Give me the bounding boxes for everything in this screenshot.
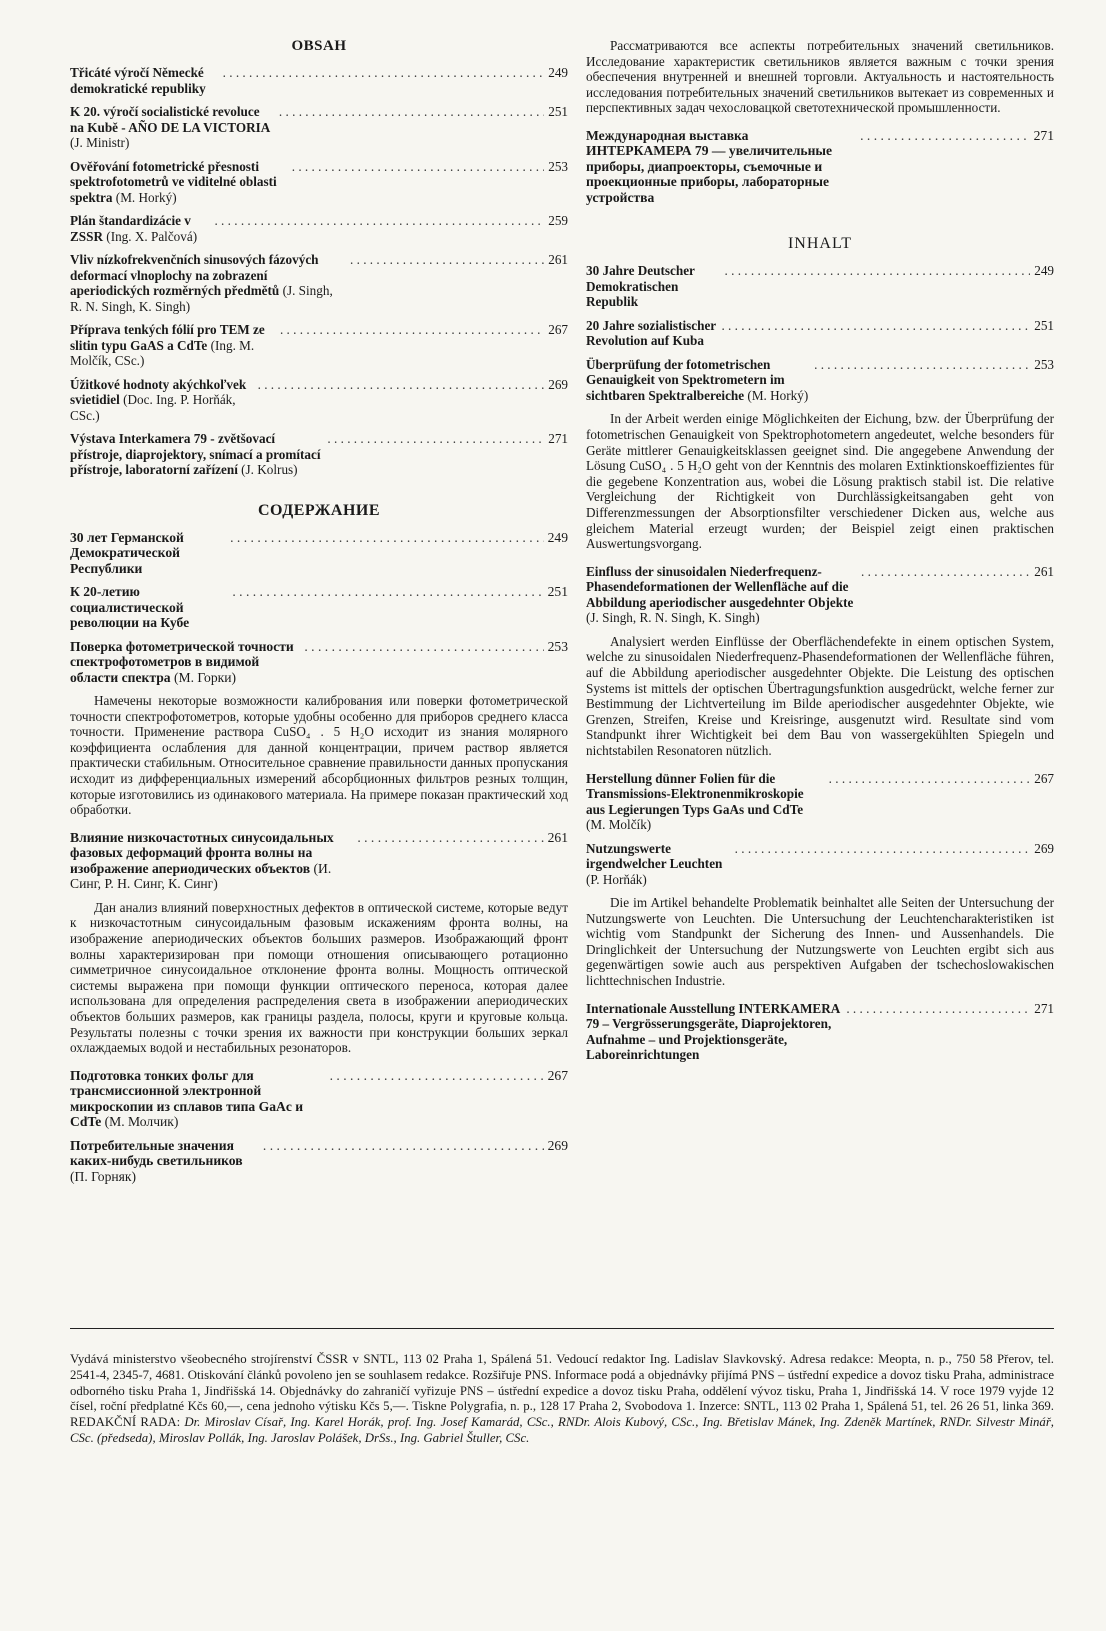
page-number: 261: [548, 252, 568, 267]
entry-title: Международная выставка ИНТЕРКАМЕРА 79 — увеличительные приборы, диапроекторы, съемочные и проекционные приборы, лабораторные устройства: [586, 127, 833, 205]
left-column: [70, 38, 568, 1192]
page-number: 269: [548, 376, 568, 392]
entry-title: 30 Jahre Deutscher Demokratischen Republik: [586, 263, 695, 310]
page-number: 271: [548, 431, 568, 446]
entry-author: (J. Ministr): [70, 135, 130, 150]
leader-dots: [725, 263, 1031, 279]
entry-author: (И. Синг, Р. Н. Синг, К. Синг): [70, 860, 332, 892]
toc-entry: [70, 159, 568, 206]
entry-title: Výstava Interkamera 79 - zvětšovací přístroje, diaprojektory, snímací a promítací přístroje, laboratorní zařízení: [70, 431, 321, 477]
leader-dots: [829, 771, 1031, 787]
page-number: 261: [547, 829, 568, 845]
imprint: [70, 1352, 1054, 1447]
entry-author: (J. Singh, R. N. Singh, K. Singh): [70, 283, 333, 314]
toc-entry: [70, 1138, 568, 1185]
page-number: 261: [1034, 563, 1054, 579]
leader-dots: [258, 377, 545, 393]
soderzhanie-heading: СОДЕРЖАНИЕ: [257, 501, 381, 519]
entry-author: (J. Singh, R. N. Singh, K. Singh): [586, 610, 760, 626]
page-number: 249: [548, 65, 568, 80]
leader-dots: [223, 65, 545, 81]
entry-author: (J. Kolrus): [241, 462, 298, 477]
entry-title: Влияние низкочастотных синусоидальных фазовых деформаций фронта волны на изображение апериодических объектов: [70, 829, 334, 876]
toc-entry: [70, 584, 568, 631]
entry-author: (Ing. M. Molčík, CSc.): [70, 337, 255, 368]
leader-dots: [292, 159, 544, 175]
leader-dots: [263, 1138, 544, 1154]
entry-title: Поверка фотометрической точности спектрофотометров в видимой области спектра: [70, 638, 294, 685]
page-number: 249: [547, 529, 568, 545]
entry-title: Ověřování fotometrické přesnosti spektrofotometrů ve viditelné oblasti spektra: [70, 158, 277, 205]
entry-author: (P. Horňák): [586, 871, 647, 887]
entry-title: Třicáté výročí Německé demokratické republiky: [70, 65, 206, 96]
toc-entry: [70, 431, 568, 478]
leader-dots: [814, 357, 1030, 373]
page-number: 251: [548, 104, 568, 119]
entry-abstract: Die im Artikel behandelte Problematik beinhaltet alle Seiten der Untersuchung der Nutzungswerte von Leuchten. Die Untersuchung der Leuchtencharakteristiken ist wichtig vom Standpunkt der Sicherung des Innen- und Aussenhandels. Die Dringlichkeit der Untersuchung der Nutzungswerte von Leuchten ergibt sich aus gegenwärtigen sowie auch aus perspektiven Aufgaben der tschechoslowakischen lichttechnischen Industrie.: [586, 895, 1054, 989]
toc-entry: [586, 357, 1054, 404]
page-number: 253: [1034, 356, 1054, 372]
toc-entry: [70, 530, 568, 577]
german-toc: [586, 263, 1054, 1062]
page-number: 271: [1034, 1000, 1054, 1016]
russian-toc: [70, 530, 568, 1185]
leader-dots: [232, 584, 543, 600]
toc-entry: [70, 322, 568, 369]
entry-author: (М. Горки): [173, 669, 237, 685]
entry-title: 30 лет Германской Демократической Республики: [70, 529, 184, 576]
entry-title: K 20. výročí socialistické revoluce na Kubě - AÑO DE LA VICTORIA: [70, 104, 271, 135]
page-number: 253: [547, 638, 568, 654]
entry-title: Herstellung dünner Folien für die Transmissions-Elektronenmikroskopie aus Legierungen Typs GaAs und CdTe: [586, 770, 804, 817]
entry-title: Úžitkové hodnoty akýchkoľvek svietidiel: [70, 376, 247, 407]
toc-entry: [70, 213, 568, 244]
leader-dots: [279, 104, 544, 120]
page-number: 267: [548, 322, 568, 337]
leader-dots: [860, 128, 1029, 144]
toc-entry: [70, 830, 568, 892]
entry-title: Vliv nízkofrekvenčních sinusových fázových deformací vlnoplochy na zobrazení aperiodických rozměrných předmětů: [70, 252, 319, 298]
toc-entry: [70, 639, 568, 686]
toc-entry: [70, 252, 568, 314]
page-number: 271: [1033, 127, 1054, 143]
toc-entry: [70, 65, 568, 96]
entry-author: (Doc. Ing. P. Horňák, CSc.): [70, 392, 236, 423]
leader-dots: [846, 1001, 1030, 1017]
editorial-board-members: Dr. Miroslav Císař, Ing. Karel Horák, prof. Ing. Josef Kamarád, CSc., RNDr. Alois Kubový, CSc., Ing. Břetislav Mánek, Ing. Zdeněk Martínek, RNDr. Silvestr Minář, CSc. (předseda), Miroslav Pollák, Ing. Jaroslav Polášek, DrSs., Ing. Gabriel Štuller, CSc.: [70, 1415, 1054, 1445]
leader-dots: [735, 841, 1031, 857]
page-number: 251: [1034, 317, 1054, 333]
page-number: 267: [1034, 770, 1054, 786]
page-number: 259: [548, 213, 568, 228]
page-number: 269: [1034, 840, 1054, 856]
leader-dots: [721, 318, 1030, 334]
page-number: 267: [547, 1067, 568, 1083]
leader-dots: [327, 431, 544, 447]
entry-author: (M. Molčík): [586, 817, 652, 833]
entry-title: Einfluss der sinusoidalen Niederfrequenz-Phasendeformationen der Wellenfläche auf die Abbildung aperiodischer ausgedehnter Objekte: [586, 563, 854, 610]
leader-dots: [280, 322, 544, 338]
toc-entry: [70, 377, 568, 424]
right-column: [586, 38, 1054, 1071]
czech-toc: [70, 65, 568, 478]
leader-dots: [861, 564, 1030, 580]
entry-title: Подготовка тонких фольг для трансмиссионной электронной микроскопии из сплавов типа GaAc и CdTe: [70, 1067, 304, 1130]
footer-divider: [70, 1328, 1054, 1329]
toc-entry: [586, 841, 1054, 888]
entry-author: (П. Горняк): [70, 1168, 137, 1184]
leader-dots: [304, 639, 543, 655]
toc-entry: [70, 104, 568, 151]
toc-entry-interkamera-ru: [586, 128, 1054, 206]
entry-abstract: Дан анализ влияний поверхностных дефектов в оптической системе, которые ведут к низкочастотным синусоидальным фазовым искажениям фронта волны, на изображение апериодических объектов больших размеров. Изображающий фронт волны характеризирован при помощи отношения описывающего ротационно симметричное синусоидальное отклонение фронта волны. Мощность оптической системы выражена при помощи функции оптического переноса, которая далее использована для определения распределения света в изображении апериодических объектов больших размеров, как границы раздела, полосы, круги и круговые кольца. Результаты полезны с точки зрения их важности при конструкции больших зеркал охлаждаемых водой и нестабильных резонаторов.: [70, 899, 568, 1056]
imprint-text: Vydává ministerstvo všeobecného strojírenství ČSSR v SNTL, 113 02 Praha 1, Spálená 51. Vedoucí redaktor Ing. Ladislav Slavkovský. Adresa redakce: Meopta, n. p., 750 58 Přerov, tel. 2541-4, 2345-7, 4681. Otiskování článků povoleno jen se souhlasem redakce. Rozšiřuje PNS. Informace podá a objednávky přijímá PNS – ústřední expedice a dovoz tisku Praha, administrace odborného tisku Praha 1, Jindřišská 14. Objednávky do zahraničí vyřizuje PNS – ústřední expedice a dovoz tisku Praha, oddělení vývoz tisku, Praha 1, Jindřišská 14. V roce 1979 vyjde 12 čísel, roční předplatné Kčs 60,—, cena jednoho výtisku Kčs 5,—. Tiskne Polygrafia, n. p., 128 17 Praha 2, Svobodova 1. Inzerce: SNTL, 113 02 Praha 1, Spálená 51, tel. 26 26 51, linka 369.: [70, 1352, 1054, 1414]
page-number: 269: [547, 1137, 568, 1153]
entry-title: Plán štandardizácie v ZSSR: [70, 213, 191, 244]
inhalt-heading: INHALT: [787, 235, 853, 253]
entry-author: (M. Horký): [115, 189, 177, 205]
page-number: 251: [547, 584, 568, 599]
entry-abstract: Намечены некоторые возможности калибрования или поверки фотометрической точности спектрофотометров, которые удобны особенно для приборов среднего класса точности. Применение раствора CuSO₄ . 5 H₂O исходит из знания молярного коэффициента ослабления для данной концентрации, причем раствор является практически стабильным. Относительное сравнение правильности данных пропускания исходит из дифференциальных измерений абсорбционных фильтров резных толщин, которые изготовились из одинакового материала. На примере показан практический ход обработки.: [70, 693, 568, 818]
entry-author: (М. Молчик): [104, 1114, 179, 1130]
leader-dots: [350, 252, 544, 268]
entry-abstract: In der Arbeit werden einige Möglichkeiten der Eichung, bzw. der Überprüfung der fotometrischen Genauigkeit von Spektrophotometern angedeutet, welche besonders für Geräte mittlerer Genauigkeitsklassen geeignet sind. Die angegebene Anwendung der Lösung CuSO₄ . 5 H₂O geht von der Kenntnis des molaren Extinktionskoeffizientes für die gegebene Konzentration aus, wobei die Lösung praktisch stabil ist. Die relative Vergleichung der Richtigkeit von Durchlässigkeitsangaben geht von Differenzmessungen der Absorptionsfilter verschiedener Dicken aus, welche aus gleichem Material erzeugt wurden; der Beispiel zeigt einen praktischen Auswertungsvorgang.: [586, 411, 1054, 552]
page-number: 249: [1034, 263, 1054, 279]
editorial-board-label: REDAKČNÍ RADA:: [70, 1415, 181, 1430]
toc-entry: [586, 1001, 1054, 1063]
entry-author: (M. Horký): [747, 387, 809, 403]
entry-title: К 20-летию социалистической революции на Кубе: [70, 584, 190, 630]
toc-entry: [586, 263, 1054, 310]
entry-abstract: Analysiert werden Einflüsse der Oberflächendefekte in einem optischen System, welche zu sinusoidalen Niederfrequenz-Phasendeformationen der Wellenfläche führen, auf die Abbildung aperiodischer ausgedehnter Objekte. Die Leistung des optischen Systems ist mittels der optischen Übertragungsfunktion ausgedrückt, welche ferner zur Bestimmung der Lichtverteilung im Bilde aperiodischer ausgedehnter Objekte, wie Grenzen, Streifen, Kreise und Kreisringe, ausgenutzt wird. Resultate sind vom Standpunkt ihrer Wichtigkeit bei dem Bau von wassergekühlten Spiegeln und nichtstabilen Resonatoren nützlich.: [586, 633, 1054, 758]
entry-title: Internationale Ausstellung INTERKAMERA 79 – Vergrösserungsgeräte, Diaprojektoren, Aufnahme – und Projektionsgeräte, Laboreinrichtungen: [586, 1000, 840, 1063]
entry-author: (Ing. X. Palčová): [106, 228, 198, 244]
leader-dots: [214, 213, 544, 229]
obsah-heading: OBSAH: [291, 38, 347, 54]
toc-entry: [586, 564, 1054, 626]
entry-title: 20 Jahre sozialistischer Revolution auf Kuba: [586, 317, 716, 349]
entry-title: Überprüfung der fotometrischen Genauigkeit von Spektrometern im sichtbaren Spektralbereiche: [586, 356, 785, 403]
toc-entry: [70, 1068, 568, 1130]
leader-dots: [357, 830, 543, 846]
leader-dots: [230, 530, 543, 546]
leader-dots: [330, 1068, 544, 1084]
page-number: 253: [548, 158, 568, 174]
entry-title: Nutzungswerte irgendwelcher Leuchten: [586, 840, 723, 872]
entry-title: Příprava tenkých fólií pro TEM ze slitin typu GaAS a CdTe: [70, 322, 265, 353]
toc-entry: [586, 318, 1054, 349]
toc-entry: [586, 771, 1054, 833]
entry-title: Потребительные значения каких-нибудь светильников: [70, 1137, 243, 1169]
russian-abstract-continued: Рассматриваются все аспекты потребительных значений светильников. Исследование характеристик светильников является важным с точки зрения обеспечения внутренней и внешней торговли. Актуальность и настоятельность исследования потребительных значений светильников вытекает из современных и перспективных задач чехословацкой светотехнической промышленности.: [586, 38, 1054, 116]
